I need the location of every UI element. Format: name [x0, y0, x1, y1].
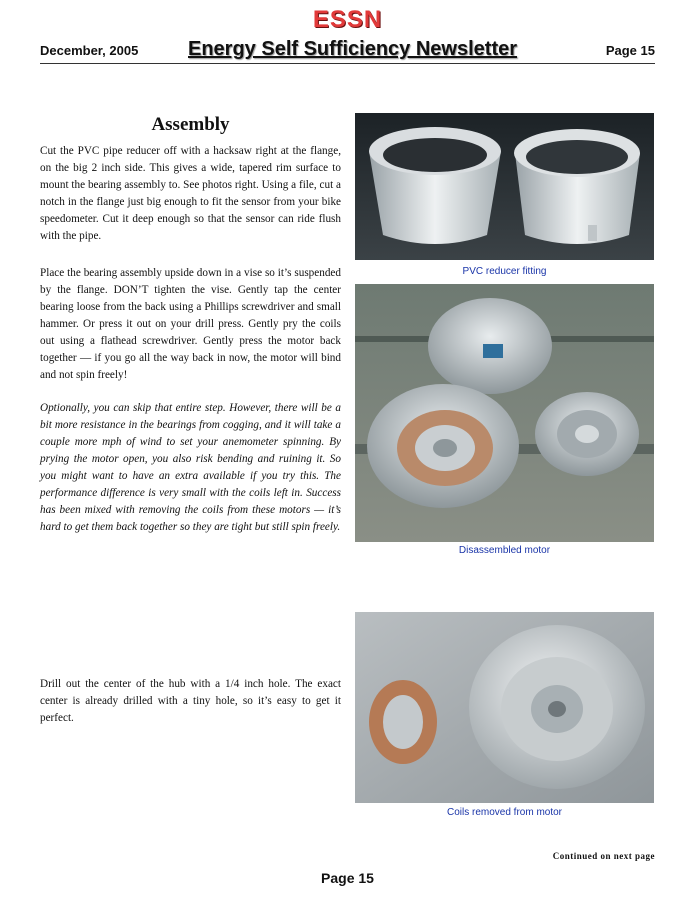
- photo-caption-3: Coils removed from motor: [446, 807, 563, 818]
- footer-page-number: Page 15: [321, 870, 374, 886]
- photo-caption-2: Disassembled motor: [458, 545, 551, 556]
- article-paragraph-1: Cut the PVC pipe reducer off with a hacksaw right at the flange, on the big 2 inch side. This gives a wide, tapered rim surface to mount the bearing assembly to. See photos right. Using a file, cut a notch in the flange just big enough to fit the sensor from your bike speedometer. Cut it deep enough so that the sensor can ride flush with the pipe.: [40, 145, 341, 242]
- article-paragraph-3: Optionally, you can skip that entire step. However, there will be a bit more resistance in the bearings from cogging, and it will take a couple more mph of wind to set your anemometer spinning. By prying the motor open, you also risk bending and ruining it. So you might want to have an extra available if you try this. The performance difference is very small with the coils left in. Success has been mixed with removing the coils from these motors — it’s hard to get them back together so they are tight but still spin freely.: [40, 402, 341, 533]
- disassembled-motor-photo: [355, 284, 654, 542]
- newsletter-logo: ESSN: [312, 6, 383, 33]
- coils-removed-photo: [355, 612, 654, 803]
- pvc-reducer-photo: [355, 113, 654, 260]
- header-page-number: Page 15: [605, 43, 655, 58]
- issue-date: December, 2005: [40, 43, 139, 58]
- header-rule: [40, 63, 655, 64]
- photo-caption-1: PVC reducer fitting: [462, 266, 547, 277]
- newsletter-title: Energy Self Sufficiency Newsletter: [188, 38, 518, 60]
- article-paragraph-2: Place the bearing assembly upside down in a vise so it’s suspended by the flange. DON’T tighten the vise. Gently tap the center bearing loose from the back using a Phillips screwdriver and small hammer. Or press it out on your drill press. Gently pry the coils out using a flathead screwdriver. Gently press the motor back together — if you go all the way back in now, the motor will bind and not spin freely!: [40, 267, 341, 381]
- continued-note: Continued on next page: [552, 851, 655, 861]
- article-paragraph-4: Drill out the center of the hub with a 1/4 inch hole. The exact center is already drilled with a tiny hole, so it’s easy to get it perfect.: [40, 678, 341, 724]
- article-title: Assembly: [151, 114, 230, 135]
